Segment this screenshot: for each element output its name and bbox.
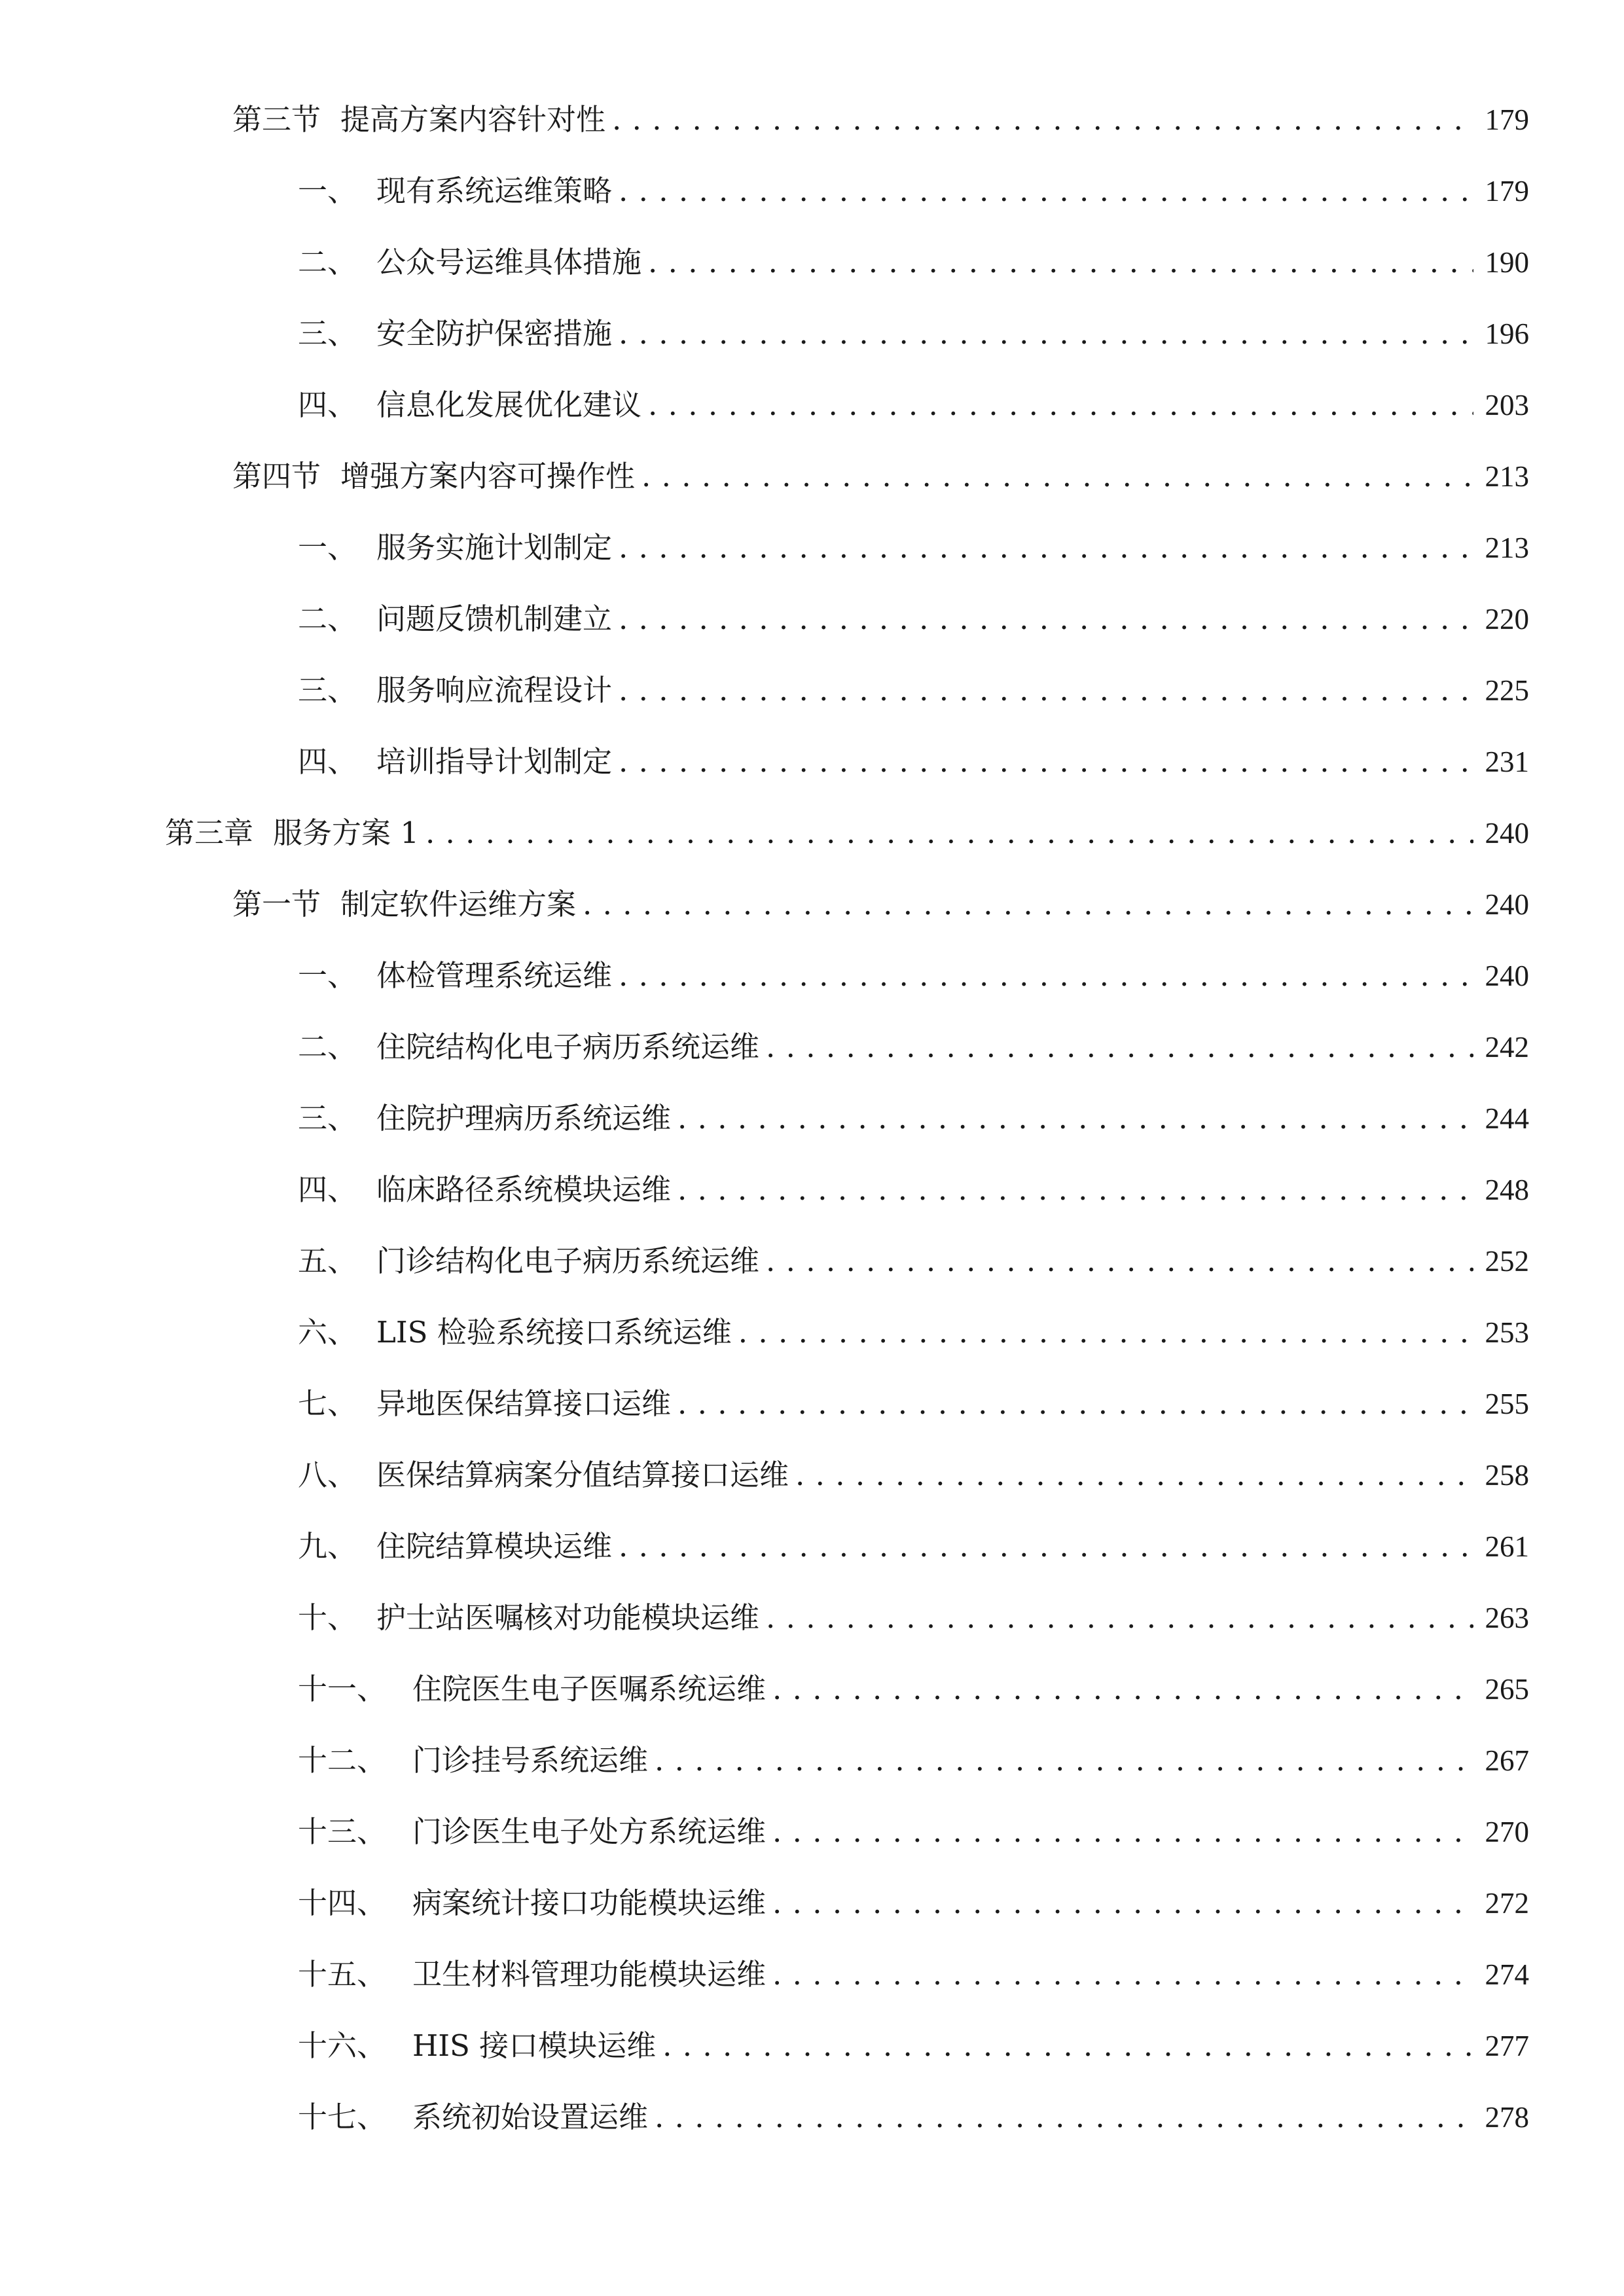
toc-entry-number: 四、	[298, 387, 357, 422]
toc-entry[interactable]	[298, 1595, 1529, 1641]
toc-entry-title: HIS 接口模块运维	[412, 2028, 657, 2063]
toc-dot-leader	[619, 311, 1473, 357]
toc-dot-leader	[766, 1595, 1473, 1641]
toc-dot-leader	[619, 1524, 1473, 1570]
toc-entry-title: 门诊结构化电子病历系统运维	[376, 1244, 760, 1278]
toc-entry-page: 240	[1485, 817, 1529, 850]
toc-dot-leader	[612, 97, 1473, 143]
toc-entry-number: 二、	[298, 601, 357, 636]
toc-entry-page: 253	[1485, 1316, 1529, 1349]
toc-entry[interactable]	[298, 1096, 1529, 1141]
toc-entry-number: 四、	[298, 744, 357, 779]
toc-entry-page: 244	[1485, 1102, 1529, 1135]
toc-entry[interactable]	[298, 596, 1529, 642]
toc-entry-number: 第三节	[232, 102, 321, 137]
toc-entry[interactable]	[298, 1381, 1529, 1427]
toc-entry[interactable]	[298, 953, 1529, 999]
toc-entry[interactable]	[298, 668, 1529, 713]
toc-dot-leader	[619, 525, 1473, 571]
toc-dot-leader	[619, 168, 1473, 214]
toc-entry-page: 196	[1485, 317, 1529, 350]
toc-entry-title: 门诊挂号系统运维	[412, 1743, 649, 1778]
toc-entry-title: 临床路径系统模块运维	[376, 1172, 672, 1207]
toc-entry[interactable]	[298, 1880, 1529, 1926]
toc-entry-number: 七、	[298, 1386, 357, 1421]
toc-entry-title: 现有系统运维策略	[376, 173, 613, 208]
toc-entry-title: 住院医生电子医嘱系统运维	[412, 1672, 767, 1706]
toc-dot-leader	[795, 1452, 1473, 1498]
toc-entry-title: 医保结算病案分值结算接口运维	[376, 1458, 789, 1492]
toc-entry[interactable]	[298, 1524, 1529, 1570]
toc-dot-leader	[619, 668, 1473, 713]
toc-entry-page: 179	[1485, 103, 1529, 136]
toc-entry[interactable]	[298, 1809, 1529, 1855]
toc-entry[interactable]	[232, 454, 1529, 499]
toc-dot-leader	[772, 1666, 1473, 1712]
toc-entry[interactable]	[298, 1952, 1529, 1998]
toc-entry-title: 异地医保结算接口运维	[376, 1386, 672, 1421]
toc-entry-title: 服务响应流程设计	[376, 673, 613, 708]
toc-dot-leader	[677, 1096, 1473, 1141]
toc-entry[interactable]	[298, 240, 1529, 285]
toc-entry-number: 三、	[298, 673, 357, 708]
toc-entry[interactable]	[298, 1666, 1529, 1712]
toc-entry-number: 十五、	[298, 1957, 387, 1992]
toc-entry-page: 213	[1485, 531, 1529, 564]
toc-entry-title: LIS 检验系统接口系统运维	[376, 1315, 732, 1350]
toc-entry-title: 护士站医嘱核对功能模块运维	[376, 1600, 760, 1635]
toc-entry-title: 住院结构化电子病历系统运维	[376, 1030, 760, 1064]
toc-entry-page: 240	[1485, 888, 1529, 921]
toc-entry-title: 服务实施计划制定	[376, 530, 613, 565]
toc-entry-number: 第四节	[232, 459, 321, 493]
toc-entry-number: 十七、	[298, 2100, 387, 2134]
toc-entry-number: 一、	[298, 530, 357, 565]
toc-entry-page: 278	[1485, 2101, 1529, 2134]
toc-entry-title: 增强方案内容可操作性	[340, 459, 636, 493]
toc-dot-leader	[655, 2094, 1473, 2140]
toc-entry[interactable]	[298, 1238, 1529, 1284]
toc-entry-number: 十一、	[298, 1672, 387, 1706]
toc-entry-title: 培训指导计划制定	[376, 744, 613, 779]
toc-entry-number: 六、	[298, 1315, 357, 1350]
toc-entry-title: 信息化发展优化建议	[376, 387, 642, 422]
toc-entry-title: 问题反馈机制建立	[376, 601, 613, 636]
toc-entry-page: 270	[1485, 1816, 1529, 1848]
toc-dot-leader	[766, 1024, 1473, 1070]
toc-entry-page: 272	[1485, 1887, 1529, 1920]
toc-entry-number: 十四、	[298, 1886, 387, 1920]
toc-entry-page: 248	[1485, 1174, 1529, 1206]
toc-entry-page: 252	[1485, 1245, 1529, 1278]
toc-entry-title: 病案统计接口功能模块运维	[412, 1886, 767, 1920]
toc-entry-number: 第三章	[165, 816, 254, 850]
toc-entry-title: 制定软件运维方案	[340, 887, 577, 922]
toc-entry-title: 住院结算模块运维	[376, 1529, 613, 1564]
toc-entry-number: 一、	[298, 173, 357, 208]
toc-dot-leader	[619, 953, 1473, 999]
toc-entry-title: 住院护理病历系统运维	[376, 1101, 672, 1136]
toc-entry-page: 277	[1485, 2030, 1529, 2062]
toc-entry-title: 提高方案内容针对性	[340, 102, 606, 137]
toc-entry-page: 274	[1485, 1958, 1529, 1991]
toc-entry-page: 240	[1485, 960, 1529, 992]
toc-entry-number: 二、	[298, 245, 357, 279]
toc-entry-page: 267	[1485, 1744, 1529, 1777]
toc-entry-title: 卫生材料管理功能模块运维	[412, 1957, 767, 1992]
toc-entry-number: 五、	[298, 1244, 357, 1278]
toc-entry[interactable]	[165, 810, 1529, 856]
toc-entry[interactable]	[298, 168, 1529, 214]
toc-dot-leader	[619, 596, 1473, 642]
toc-entry[interactable]	[298, 382, 1529, 428]
toc-entry-number: 一、	[298, 958, 357, 993]
toc-entry[interactable]	[298, 2094, 1529, 2140]
toc-entry-page: 255	[1485, 1388, 1529, 1420]
toc-entry-title: 安全防护保密措施	[376, 316, 613, 351]
toc-entry-page: 263	[1485, 1602, 1529, 1634]
toc-entry[interactable]	[298, 1167, 1529, 1213]
toc-entry[interactable]	[298, 1024, 1529, 1070]
toc-dot-leader	[766, 1238, 1473, 1284]
toc-entry-number: 三、	[298, 1101, 357, 1136]
toc-entry-title: 服务方案 1	[273, 816, 419, 850]
toc-entry[interactable]	[298, 311, 1529, 357]
toc-entry-title: 公众号运维具体措施	[376, 245, 642, 279]
toc-entry-page: 258	[1485, 1459, 1529, 1492]
toc-dot-leader	[641, 454, 1473, 499]
toc-entry-page: 242	[1485, 1031, 1529, 1064]
toc-entry-number: 十六、	[298, 2028, 387, 2063]
toc-entry-page: 225	[1485, 674, 1529, 707]
toc-dot-leader	[677, 1167, 1473, 1213]
toc-entry-page: 220	[1485, 603, 1529, 636]
toc-entry[interactable]	[298, 1452, 1529, 1498]
toc-dot-leader	[655, 1738, 1473, 1784]
toc-entry-number: 八、	[298, 1458, 357, 1492]
toc-dot-leader	[772, 1880, 1473, 1926]
toc-dot-leader	[662, 2023, 1473, 2069]
toc-dot-leader	[583, 882, 1473, 927]
toc-entry-page: 190	[1485, 246, 1529, 279]
toc-entry-page: 203	[1485, 389, 1529, 422]
toc-entry[interactable]	[298, 1310, 1529, 1355]
toc-entry-number: 第一节	[232, 887, 321, 922]
toc-entry[interactable]	[232, 882, 1529, 927]
toc-entry-title: 门诊医生电子处方系统运维	[412, 1814, 767, 1849]
toc-entry-number: 九、	[298, 1529, 357, 1564]
toc-entry[interactable]	[298, 525, 1529, 571]
toc-entry-title: 体检管理系统运维	[376, 958, 613, 993]
toc-dot-leader	[772, 1809, 1473, 1855]
toc-entry[interactable]	[298, 2023, 1529, 2069]
toc-entry-number: 十、	[298, 1600, 357, 1635]
toc-entry-number: 二、	[298, 1030, 357, 1064]
toc-dot-leader	[425, 810, 1473, 856]
toc-entry[interactable]	[298, 1738, 1529, 1784]
toc-entry[interactable]	[298, 739, 1529, 785]
toc-entry-page: 213	[1485, 460, 1529, 493]
toc-dot-leader	[648, 240, 1473, 285]
toc-entry-page: 179	[1485, 175, 1529, 207]
toc-dot-leader	[648, 382, 1473, 428]
toc-entry-page: 261	[1485, 1530, 1529, 1563]
toc-dot-leader	[677, 1381, 1473, 1427]
toc-dot-leader	[619, 739, 1473, 785]
toc-entry-number: 三、	[298, 316, 357, 351]
toc-dot-leader	[772, 1952, 1473, 1998]
toc-entry-page: 265	[1485, 1673, 1529, 1706]
toc-entry-page: 231	[1485, 745, 1529, 778]
toc-entry-number: 十二、	[298, 1743, 387, 1778]
toc-entry-number: 四、	[298, 1172, 357, 1207]
toc-dot-leader	[738, 1310, 1473, 1355]
toc-entry-title: 系统初始设置运维	[412, 2100, 649, 2134]
toc-entry-number: 十三、	[298, 1814, 387, 1849]
toc-entry[interactable]	[232, 97, 1529, 143]
